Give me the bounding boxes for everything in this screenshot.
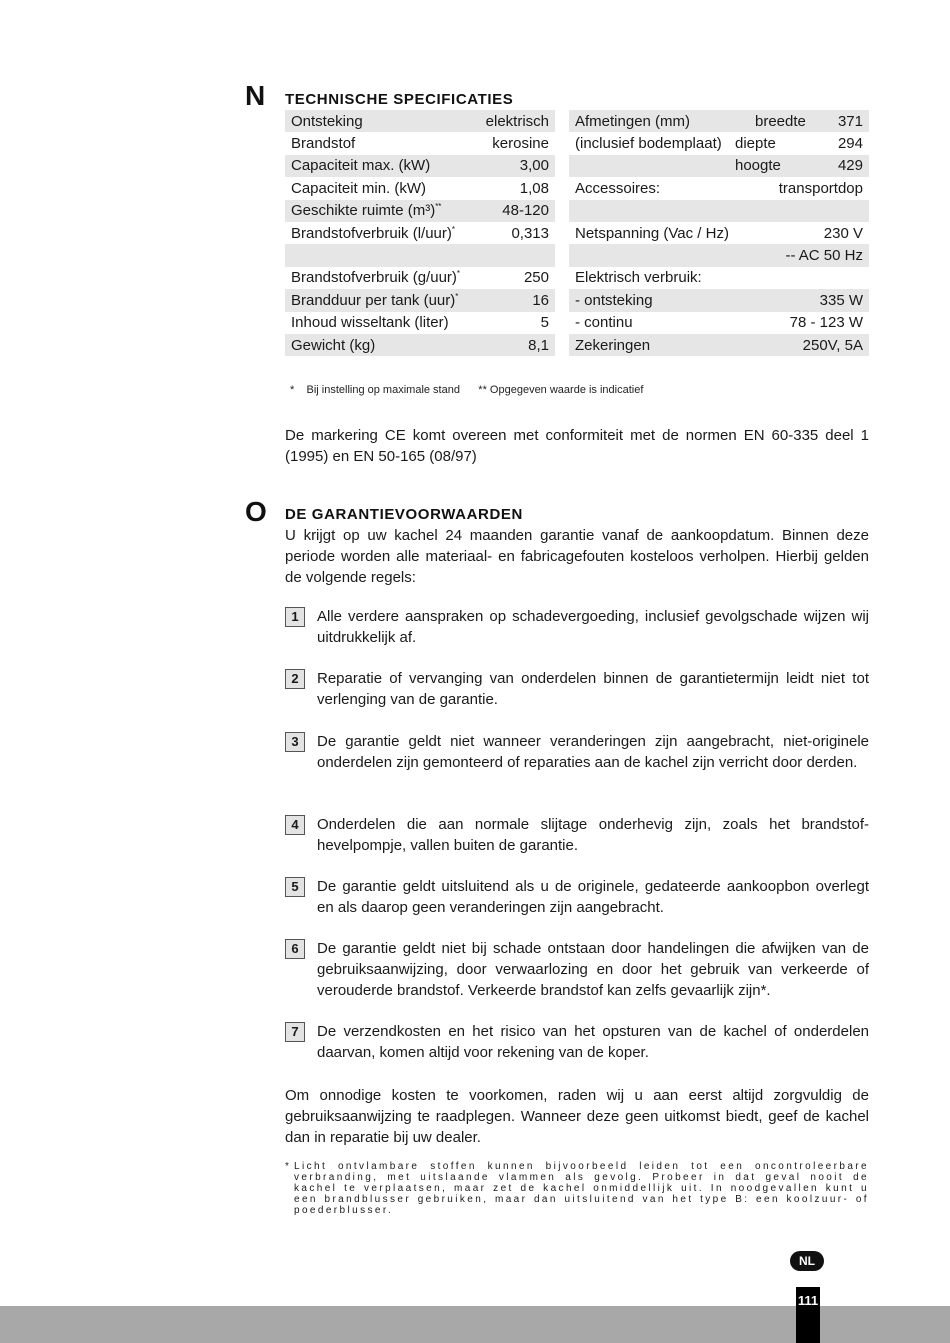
spec-value: 3,00 — [519, 157, 549, 175]
spec-label: Brandstofverbruik (g/uur) — [291, 269, 457, 287]
rule-text: Alle verdere aanspraken op schadevergoeding, inclusief gevolgschade wijzen wij uitdrukkelijk af. — [317, 608, 869, 646]
spec-label: Inhoud wisseltank (liter) — [291, 314, 449, 332]
spec-row — [285, 177, 555, 199]
rule-text: De garantie geldt uitsluitend als u de originele, gedateerde aankoopbon overlegt en als daarop geen veranderingen zijn aangebracht. — [317, 878, 869, 916]
spec-label-wrap — [291, 180, 426, 197]
spec-value: 48-120 — [502, 202, 549, 220]
spec-value: kerosine — [492, 135, 549, 153]
spec-value: 5 — [540, 314, 549, 332]
spec-dimension-label: diepte — [735, 135, 776, 153]
spec-value: 250 — [523, 269, 549, 287]
spec-label: Brandduur per tank (uur) — [291, 291, 456, 309]
spec-value: 429 — [837, 157, 863, 175]
spec-row — [285, 289, 555, 311]
star-marker: * — [285, 1161, 289, 1172]
spec-row — [569, 222, 869, 244]
spec-label-sup: ** — [435, 202, 442, 212]
page-number: 111 — [796, 1287, 820, 1343]
rule-text: Onderdelen die aan normale slijtage onderhevig zijn, zoals het brandstof-hevelpompje, vallen buiten de garantie. — [317, 816, 869, 854]
rule-number-box: 6 — [285, 939, 305, 959]
spec-value: transportdop — [778, 179, 863, 197]
spec-row — [569, 289, 869, 311]
spec-row — [569, 244, 869, 266]
spec-label-sup: * — [455, 291, 459, 301]
spec-value: 335 W — [819, 291, 863, 309]
spec-row — [285, 110, 555, 132]
warranty-intro: U krijgt op uw kachel 24 maanden garantie vanaf de aankoopdatum. Binnen deze periode worden alle materiaal- en fabricagefouten kosteloos verholpen. Hierbij gelden de volgende regels: — [285, 527, 869, 586]
spec-value: 1,08 — [519, 179, 549, 197]
spec-label-sup: * — [456, 269, 461, 279]
spec-value: 0,313 — [511, 224, 549, 242]
spec-value: 294 — [837, 135, 863, 153]
spec-label-wrap — [291, 202, 441, 219]
spec-row — [285, 200, 555, 222]
spec-value: 371 — [837, 112, 863, 130]
spec-value: 230 V — [823, 224, 863, 242]
spec-row — [285, 244, 555, 266]
spec-label: Accessoires: — [575, 179, 661, 197]
spec-row — [285, 312, 555, 334]
section-title-warranty: DE GARANTIEVOORWAARDEN — [285, 506, 523, 523]
spec-label: Capaciteit min. (kW) — [291, 179, 427, 197]
spec-row — [285, 132, 555, 154]
rule-number-box: 1 — [285, 607, 305, 627]
spec-label: Brandstofverbruik (l/uur) — [291, 224, 452, 242]
spec-dimension-label: hoogte — [735, 157, 781, 175]
spec-label-wrap — [291, 314, 449, 331]
spec-label-wrap — [291, 269, 460, 286]
spec-row — [569, 177, 869, 199]
spec-row — [569, 334, 869, 356]
spec-label: - continu — [575, 314, 633, 332]
spec-row — [569, 110, 869, 132]
section-title-specs: TECHNISCHE SPECIFICATIES — [285, 91, 514, 108]
rule-number-box: 3 — [285, 732, 305, 752]
spec-table-right — [569, 110, 869, 356]
spec-label-sup: * — [451, 224, 456, 234]
spec-footnote: * Bij instelling op maximale stand ** Opgegeven waarde is indicatief — [290, 384, 644, 396]
spec-label: Ontsteking — [291, 112, 363, 130]
spec-label: Geschikte ruimte (m³) — [291, 202, 436, 220]
section-letter-o: O — [245, 496, 267, 527]
rule-text: De garantie geldt niet wanneer veranderingen zijn aangebracht, niet-originele onderdelen zijn gemonteerd of reparaties aan de kachel zijn verricht door derden. — [317, 733, 869, 771]
spec-row — [285, 155, 555, 177]
spec-row — [569, 132, 869, 154]
spec-label-wrap — [291, 337, 375, 354]
spec-label: Afmetingen (mm) — [575, 112, 691, 130]
spec-label: Elektrisch verbruik: — [575, 269, 702, 287]
closing-text: Om onnodige kosten te voorkomen, raden wij u aan eerst altijd zorgvuldig de gebruiksaanwijzing te raadplegen. Wanneer deze geen uitkomst biedt, geef de kachel dan in reparatie bij uw dealer. — [285, 1087, 869, 1146]
spec-label: Capaciteit max. (kW) — [291, 157, 431, 175]
rule-number-box: 5 — [285, 877, 305, 897]
spec-value: 78 - 123 W — [789, 314, 863, 332]
spec-row — [569, 267, 869, 289]
spec-value: 250V, 5A — [802, 336, 863, 354]
spec-value: 16 — [532, 291, 549, 309]
spec-label-wrap — [291, 113, 363, 130]
spec-row — [285, 267, 555, 289]
ce-text: De markering CE komt overeen met conformiteit met de normen EN 60-335 deel 1 (1995) en EN 50-165 (08/97) — [285, 427, 869, 465]
spec-label: Brandstof — [291, 135, 356, 153]
spec-row — [569, 312, 869, 334]
spec-row — [569, 155, 869, 177]
spec-table-left — [285, 110, 555, 356]
spec-label: Gewicht (kg) — [291, 336, 376, 354]
spec-value: 8,1 — [528, 336, 549, 354]
spec-label-wrap — [291, 225, 455, 242]
rule-number-box: 7 — [285, 1022, 305, 1042]
spec-label-wrap — [291, 292, 458, 309]
star-footnote — [285, 1161, 869, 1216]
rule-text: De garantie geldt niet bij schade ontstaan door handelingen die afwijken van de gebruiksaanwijzing, door verwaarlozing en door het gebruik van verkeerde of verouderde brandstof. Verkeerde brandstof kan zelfs gevaarlijk zijn*. — [317, 940, 869, 999]
spec-label: (inclusief bodemplaat) — [575, 135, 722, 153]
spec-row — [569, 200, 869, 222]
rule-text: De verzendkosten en het risico van het opsturen van de kachel of onderdelen daarvan, komen altijd voor rekening van de koper. — [317, 1023, 869, 1061]
rule-text: Reparatie of vervanging van onderdelen binnen de garantietermijn leidt niet tot verlenging van de garantie. — [317, 670, 869, 708]
rule-number-box: 2 — [285, 669, 305, 689]
spec-row — [285, 334, 555, 356]
spec-label: - ontsteking — [575, 291, 653, 309]
spec-row — [285, 222, 555, 244]
spec-label: Netspanning (Vac / Hz) — [575, 224, 729, 242]
star-footnote-text: Licht ontvlambare stoffen kunnen bijvoorbeeld leiden tot een oncontroleerbare verbranding, met uitslaande vlammen als gevolg. Probeer in dat geval nooit de kachel te verplaatsen, maar zet de kachel onmiddellijk uit. In noodgevallen kunt u een brandblusser gebruiken, maar dan uitsluitend van het type B: een koolzuur- of poederblusser. — [294, 1161, 869, 1216]
spec-value: elektrisch — [485, 112, 549, 130]
spec-value: -- AC 50 Hz — [785, 247, 863, 265]
spec-label-wrap — [291, 157, 430, 174]
language-badge: NL — [790, 1251, 824, 1271]
rule-number-box: 4 — [285, 815, 305, 835]
spec-dimension-label: breedte — [755, 112, 806, 130]
spec-label-wrap — [291, 135, 355, 152]
section-letter-n: N — [245, 80, 266, 111]
spec-label: Zekeringen — [575, 336, 651, 354]
